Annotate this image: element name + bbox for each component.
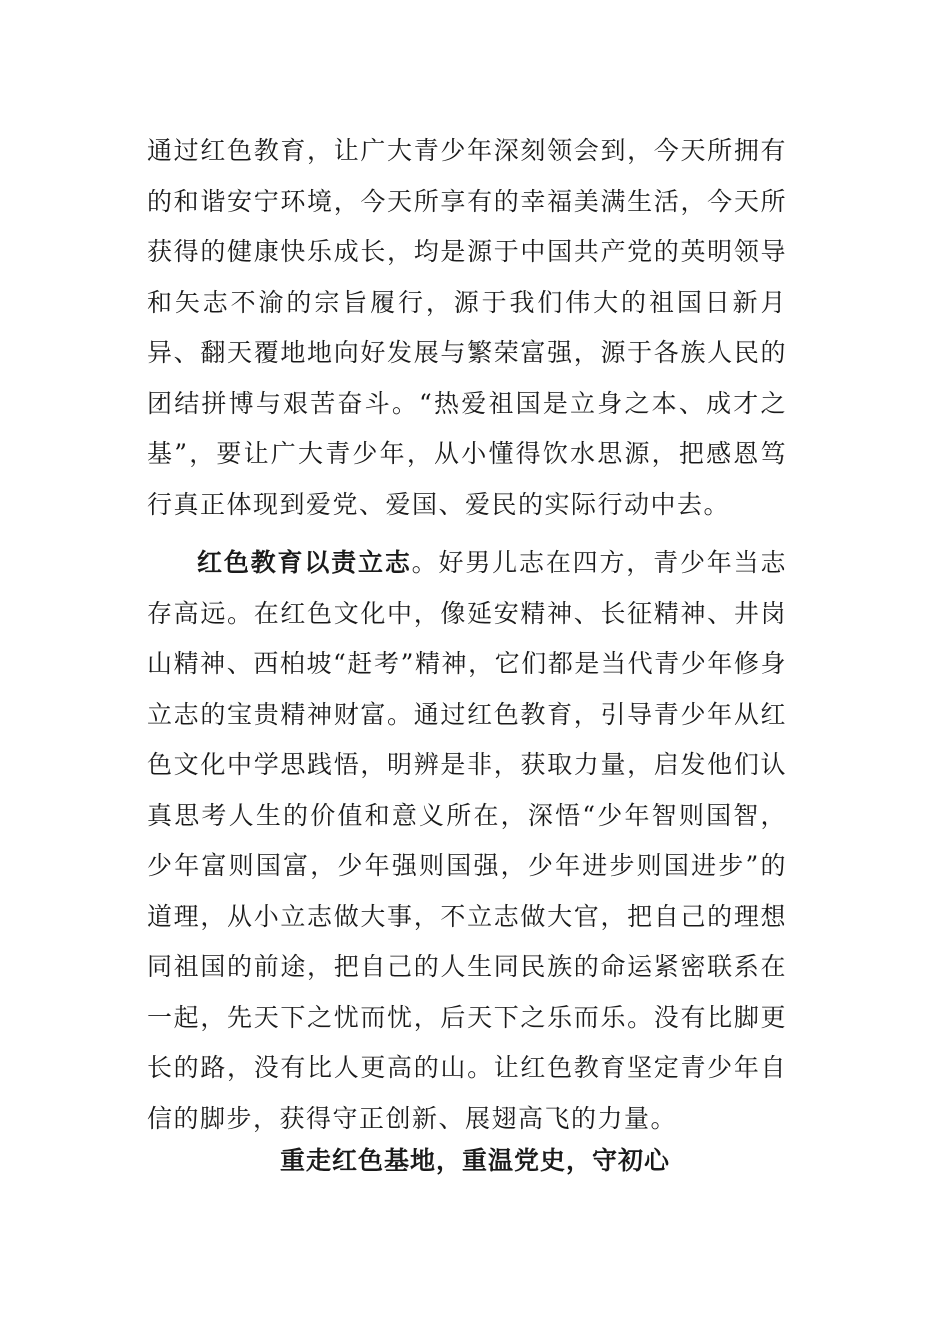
paragraph-2-text: 。好男儿志在四方，青少年当志存高远。在红色文化中，像延安精神、长征精神、井岗山精神、西柏坡“赶考”精神，它们都是当代青少年修身立志的宝贵精神财富。通过红色教育，引导青少年从红色文化中学思践悟，明辨是非，获取力量，启发他们认真思考人生的价值和意义所在，深悟“少年智则国智，少年富则国富，少年强则国强，少年进步则国进步”的道理，从小立志做大事，不立志做大官，把自己的理想同祖国的前途，把自己的人生同民族的命运紧密联系在一起，先天下之忧而忧，后天下之乐而乐。没有比脚更长的路，没有比人更高的山。让红色教育坚定青少年自信的脚步，获得守正创新、展翅高飞的力量。 (147, 548, 787, 1133)
paragraph-1 (147, 126, 787, 530)
section-heading: 重走红色基地，重温党史，守初心 (279, 1146, 670, 1175)
paragraph-1-text: 通过红色教育，让广大青少年深刻领会到，今天所拥有的和谐安宁环境，今天所享有的幸福美满生活，今天所获得的健康快乐成长，均是源于中国共产党的英明领导和矢志不渝的宗旨履行，源于我们伟大的祖国日新月异、翻天覆地地向好发展与繁荣富强，源于各族人民的团结拼博与艰苦奋斗。“热爱祖国是立身之本、成才之基”，要让广大青少年，从小懂得饮水思源，把感恩笃行真正体现到爱党、爱国、爱民的实际行动中去。 (147, 136, 787, 519)
paragraph-2 (147, 538, 787, 1144)
paragraph-2-lead: 红色教育以责立志 (197, 548, 412, 577)
